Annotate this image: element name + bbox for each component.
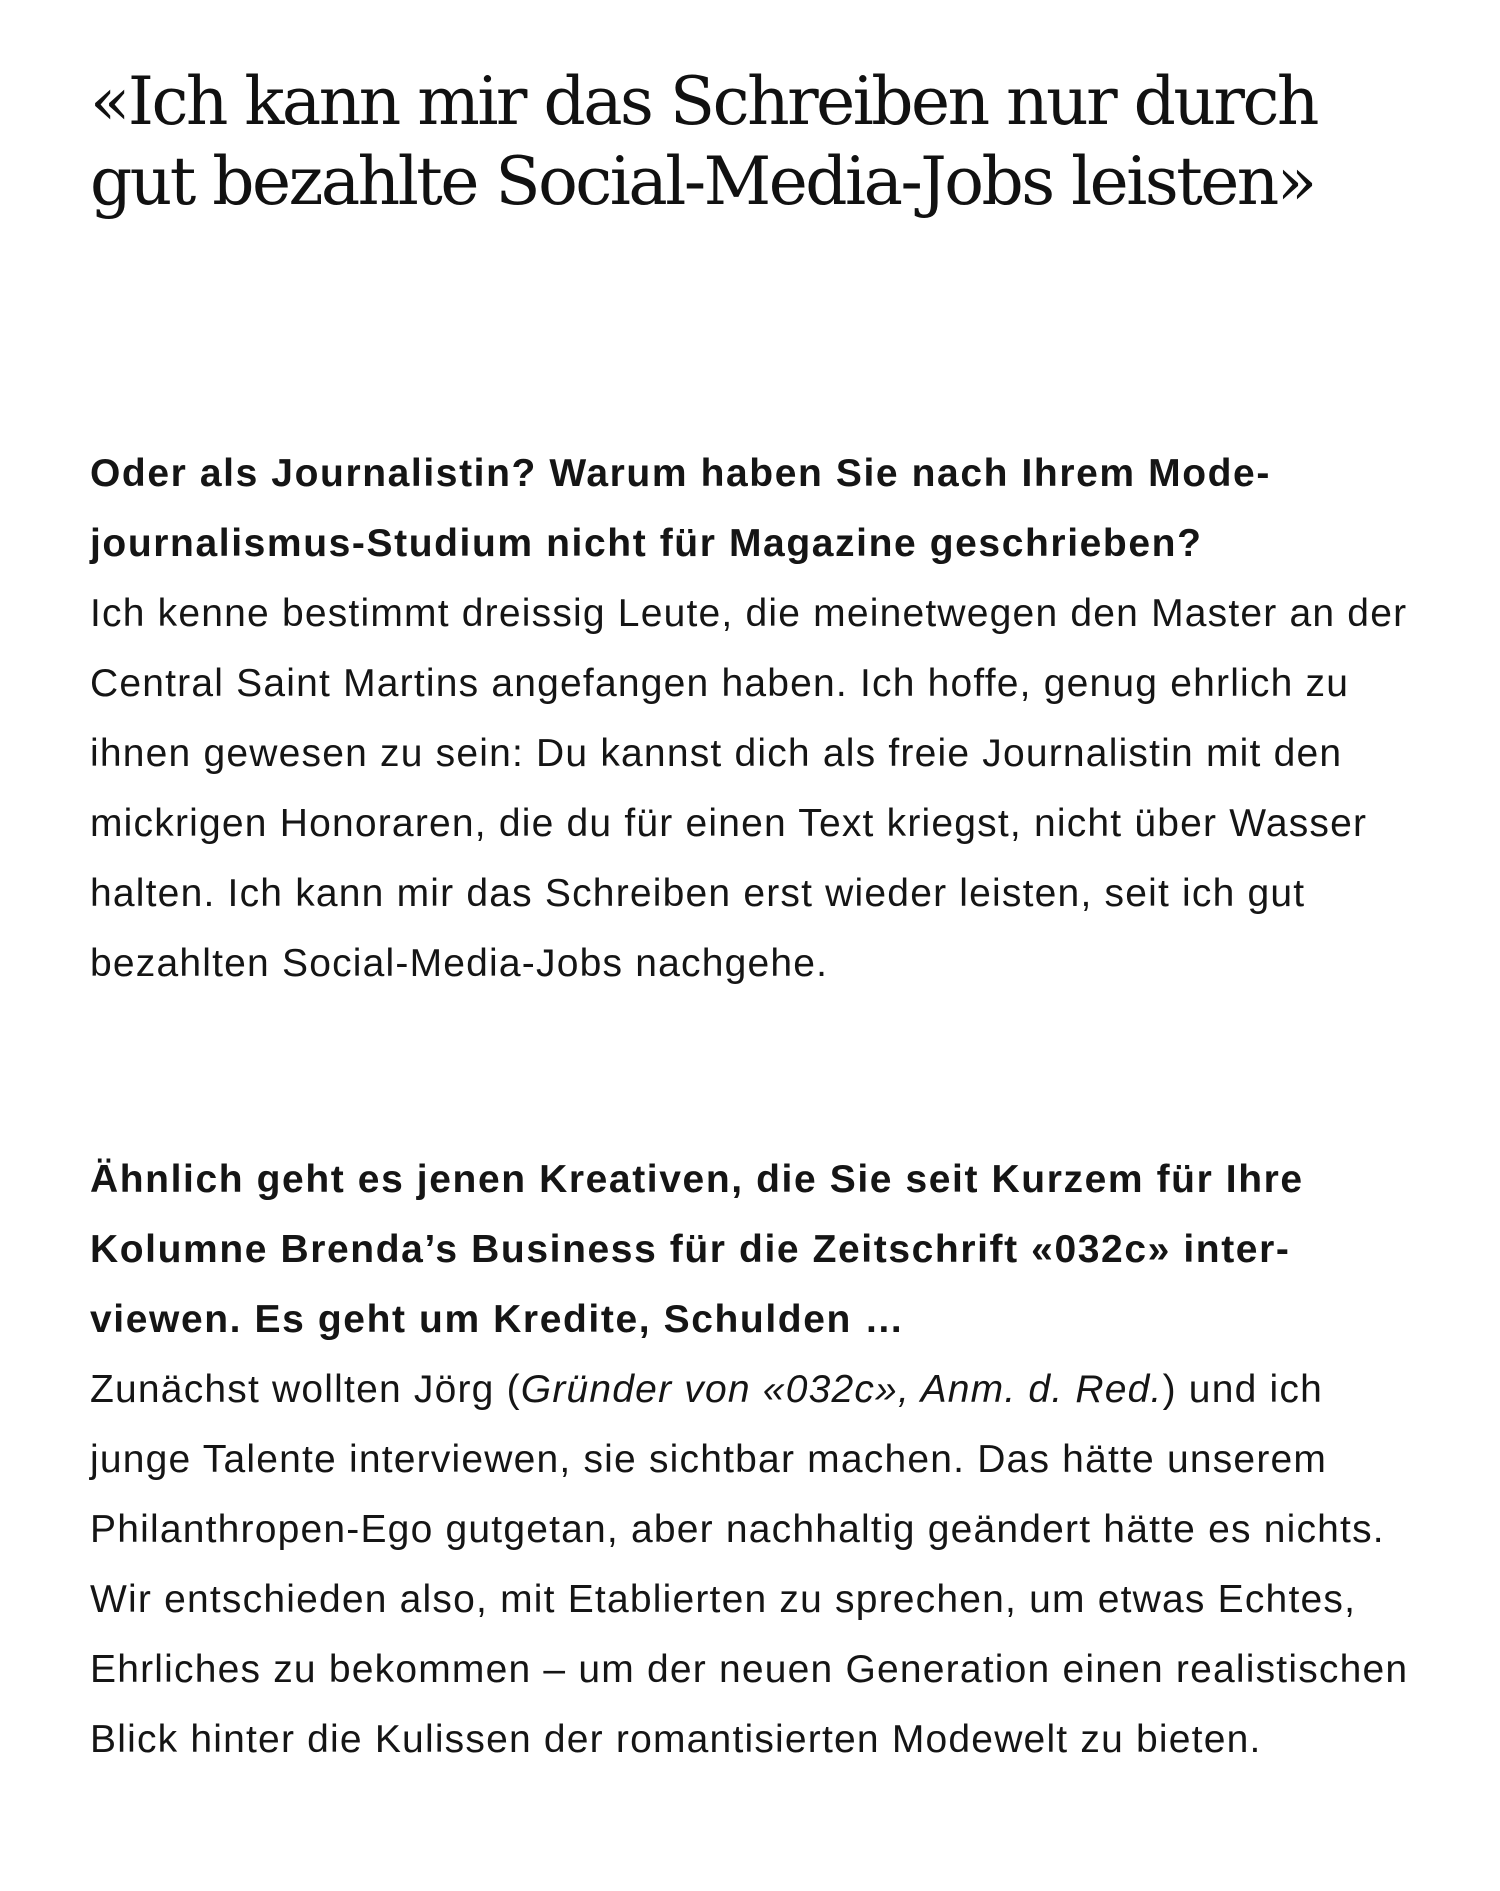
editor-note: Gründer von «032c», Anm. d. Red. xyxy=(520,1368,1163,1411)
question-1: Oder als Journalistin? Warum haben Sie nach Ihrem Modejournalismus-Studium nicht für Magazine geschrieben? xyxy=(90,452,1270,565)
question-2: Ähnlich geht es jenen Kreativen, die Sie seit Kurzem für Ihre Kolumne Brenda’s Business für die Zeitschrift «032c» interviewen. Es geht um Kredite, Schulden … xyxy=(90,1158,1304,1341)
answer-2-start: Zunächst wollten Jörg ( xyxy=(90,1368,521,1411)
answer-2-rest: ) und ich junge Talente interviewen, sie sichtbar machen. Das hätte unserem Philanthropen-Ego gutgetan, aber nachhaltig geändert hätte es nichts. Wir entschieden also, mit Etablierten zu sprechen, um etwas Echtes, Ehrliches zu bekommen – um der neuen Generation einen realistischen Blick hinter die Kulissen der romantisierten Modewelt zu bieten. xyxy=(90,1368,1409,1761)
headline: «Ich kann mir das Schreiben nur durch gut bezahlte Social-Media-Jobs leisten» xyxy=(90,63,1317,220)
answer-2 xyxy=(90,1355,1420,1775)
answer-1: Ich kenne bestimmt dreissig Leute, die meinetwegen den Master an der Central Saint Martins angefangen haben. Ich hoffe, genug ehrlich zu ihnen gewesen zu sein: Du kannst dich als freie Journalistin mit den mickrigen Honoraren, die du für einen Text kriegst, nicht über Wasser halten. Ich kann mir das Schreiben erst wieder leisten, seit ich gut bezahlten Social-Media-Jobs nachgehe. xyxy=(90,592,1408,985)
interview-section-2 xyxy=(90,1145,1420,1775)
interview-section-1 xyxy=(90,439,1420,999)
